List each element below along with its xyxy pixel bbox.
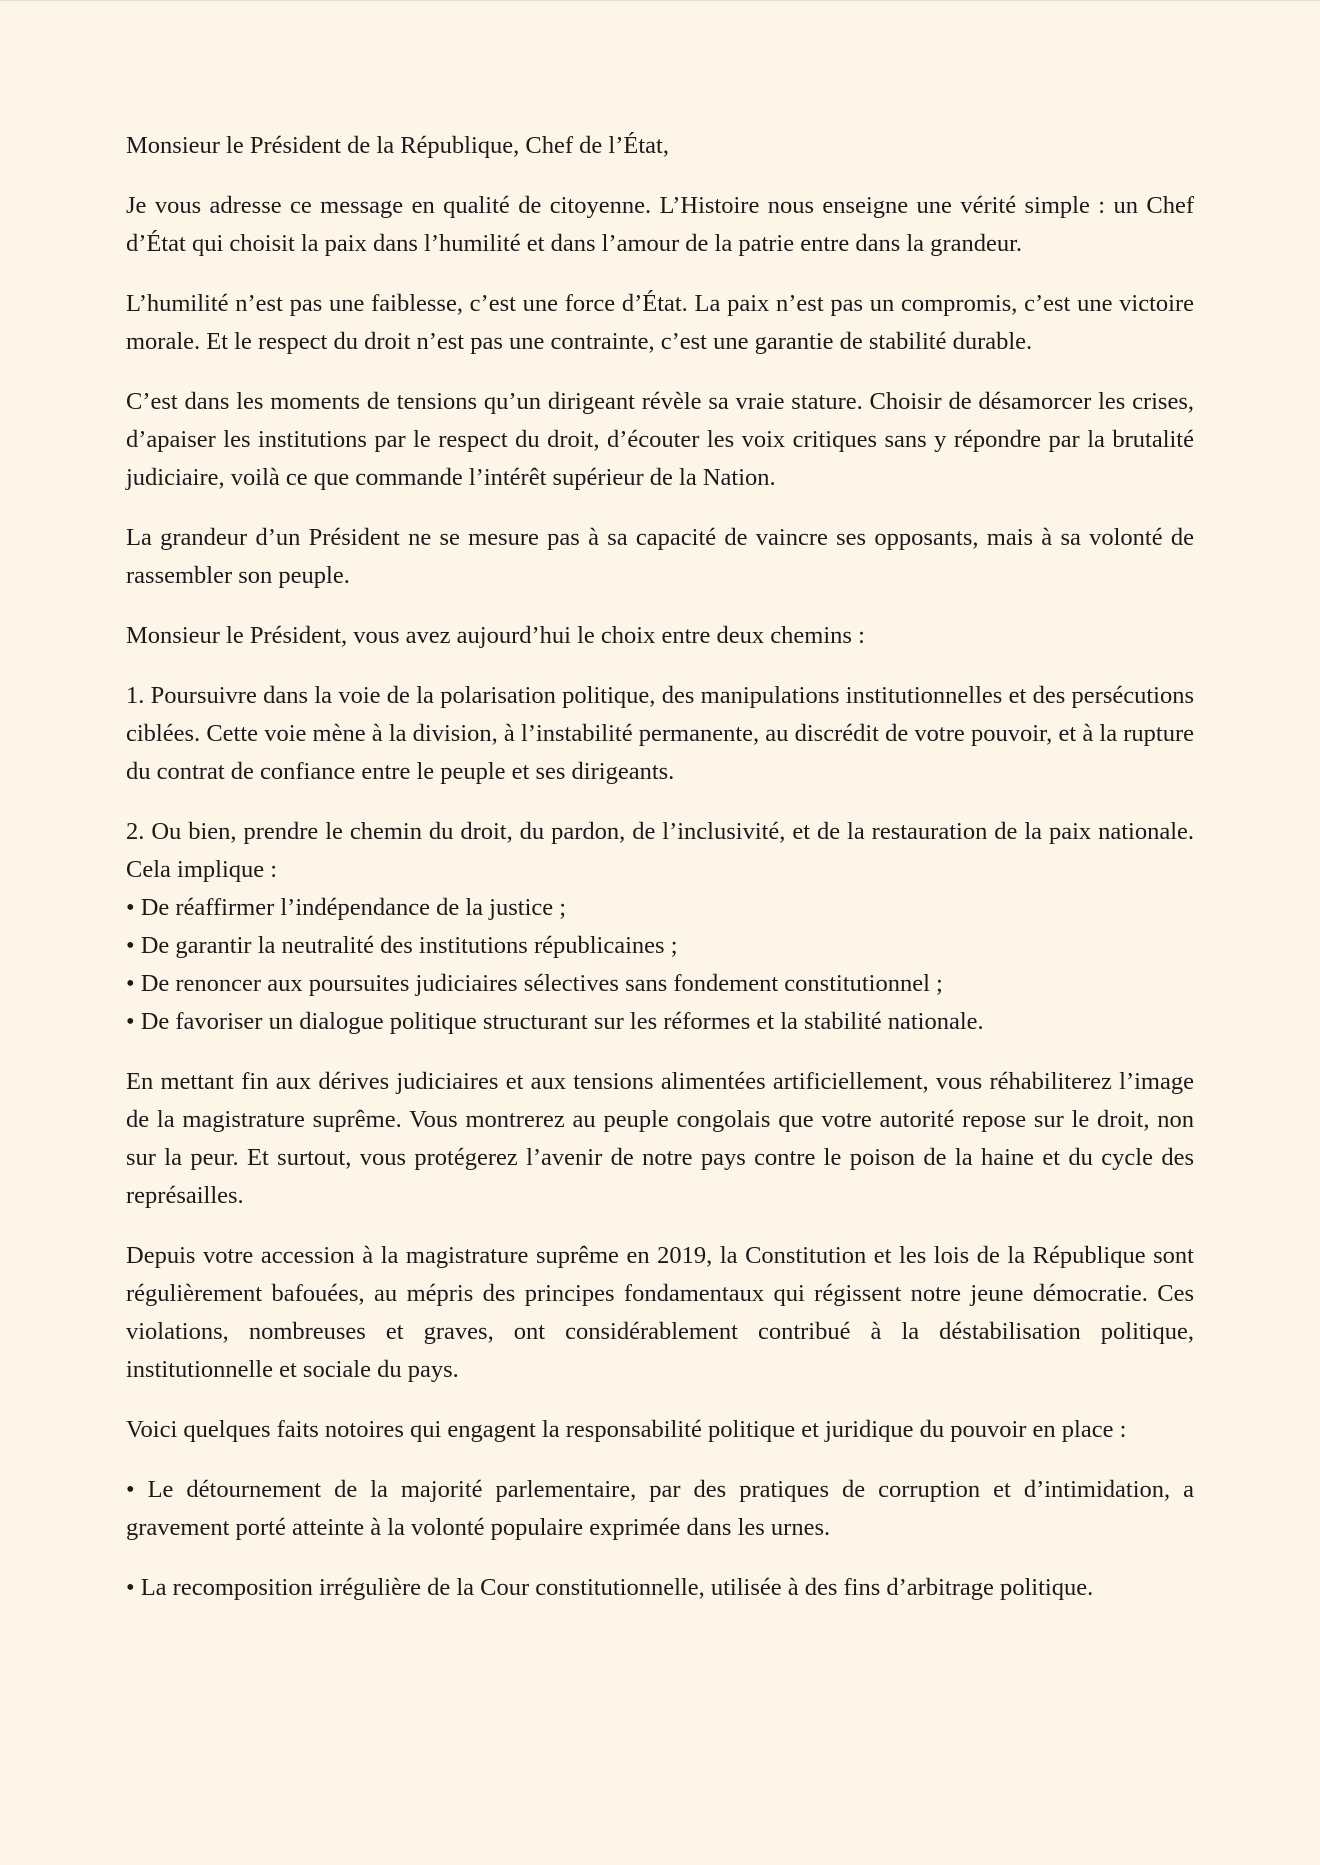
paragraph-option-one: 1. Poursuivre dans la voie de la polarisation politique, des manipulations institutionnelles et des persécutions ciblées. Cette voie mène à la division, à l’instabilité permanente, au discrédit de votre pouvoir, et à la rupture du contrat de confiance entre le peuple et ses dirigeants. [126, 682, 1194, 785]
fact-item-court: • La recomposition irrégulière de la Cour constitutionnelle, utilisée à des fins d’arbitrage politique. [126, 1574, 1094, 1601]
paragraph-humility: L’humilité n’est pas une faiblesse, c’est une force d’État. La paix n’est pas un compromis, c’est une victoire morale. Et le respect du droit n’est pas une contrainte, c’est une garantie de stabilité durable. [126, 290, 1194, 355]
paragraph-since-2019: Depuis votre accession à la magistrature suprême en 2019, la Constitution et les lois de la République sont régulièrement bafouées, au mépris des principes fondamentaux qui régissent notre jeune démocratie. Ces violations, nombreuses et graves, ont considérablement contribué à la déstabilisation politique, institutionnelle et sociale du pays. [126, 1242, 1194, 1383]
paragraph-notorious-facts: Voici quelques faits notoires qui engagent la responsabilité politique et juridique du pouvoir en place : [126, 1416, 1127, 1443]
paragraph-ending-drift: En mettant fin aux dérives judiciaires et aux tensions alimentées artificiellement, vous réhabiliterez l’image de la magistrature suprême. Vous montrerez au peuple congolais que votre autorité repose sur le droit, non sur la peur. Et surtout, vous protégerez l’avenir de notre pays contre le poison de la haine et du cycle des représailles. [126, 1068, 1194, 1209]
option-two-block [126, 813, 1194, 1041]
paragraph-option-two: 2. Ou bien, prendre le chemin du droit, du pardon, de l’inclusivité, et de la restauration de la paix nationale. Cela implique : [126, 818, 1194, 883]
paragraph-greatness: La grandeur d’un Président ne se mesure pas à sa capacité de vaincre ses opposants, mais à sa volonté de rassembler son peuple. [126, 524, 1194, 589]
bullet-item: • De favoriser un dialogue politique structurant sur les réformes et la stabilité nationale. [126, 1008, 984, 1035]
bullet-item: • De réaffirmer l’indépendance de la justice ; [126, 894, 567, 921]
paragraph-intro: Je vous adresse ce message en qualité de citoyenne. L’Histoire nous enseigne une vérité simple : un Chef d’État qui choisit la paix dans l’humilité et dans l’amour de la patrie entre dans la grandeur. [126, 192, 1194, 257]
letter-body [126, 127, 1194, 1607]
paragraph-tensions: C’est dans les moments de tensions qu’un dirigeant révèle sa vraie stature. Choisir de désamorcer les crises, d’apaiser les institutions par le respect du droit, d’écouter les voix critiques sans y répondre par la brutalité judiciaire, voilà ce que commande l’intérêt supérieur de la Nation. [126, 388, 1194, 491]
document-page [0, 1, 1320, 1865]
letter-salutation: Monsieur le Président de la République, Chef de l’État, [126, 132, 669, 159]
fact-item-majority: • Le détournement de la majorité parlementaire, par des pratiques de corruption et d’intimidation, a gravement porté atteinte à la volonté populaire exprimée dans les urnes. [126, 1476, 1194, 1541]
bullet-item: • De garantir la neutralité des institutions républicaines ; [126, 932, 678, 959]
paragraph-two-paths: Monsieur le Président, vous avez aujourd’hui le choix entre deux chemins : [126, 622, 865, 649]
bullet-item: • De renoncer aux poursuites judiciaires sélectives sans fondement constitutionnel ; [126, 970, 943, 997]
